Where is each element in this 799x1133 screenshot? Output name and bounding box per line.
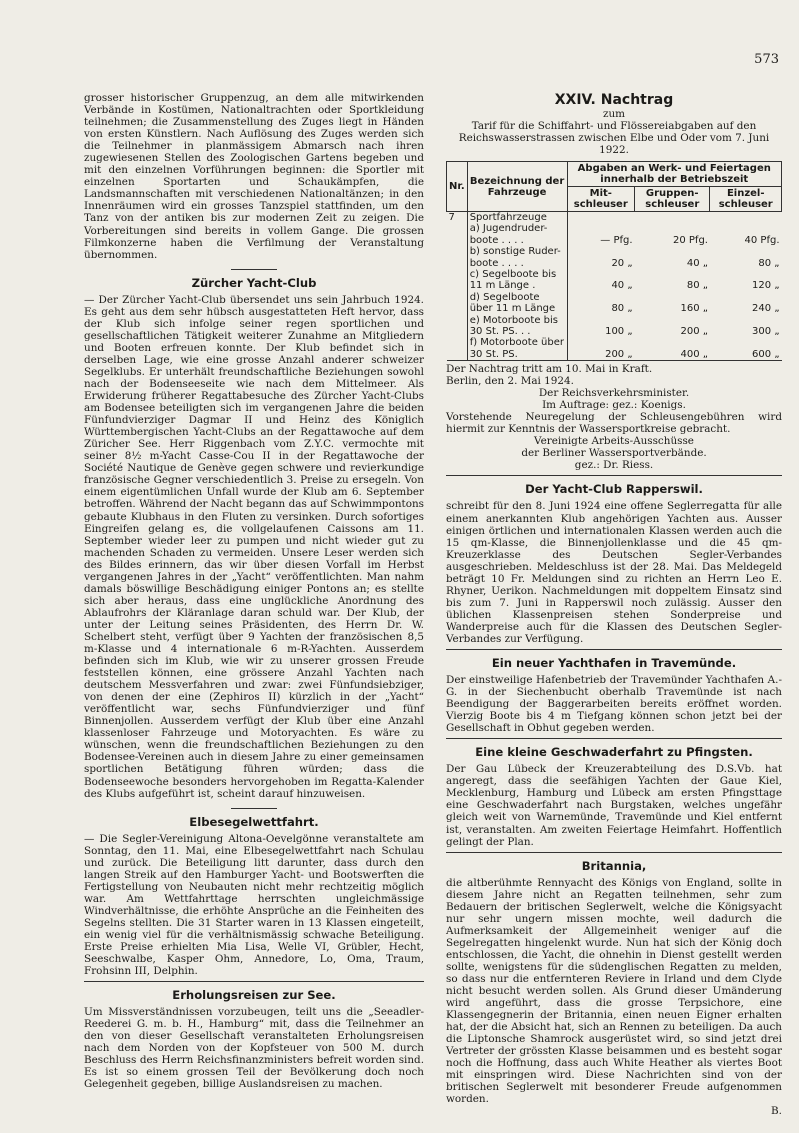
britannia-signature: B.: [771, 1105, 782, 1118]
tariff-table: [446, 161, 782, 361]
cell-mit: 40 „: [611, 280, 633, 292]
group-label: Sportfahrzeuge: [467, 212, 567, 224]
nachtrag-effective: Der Nachtrag tritt am 10. Mai in Kraft. Berlin, den 2. Mai 1924.: [446, 363, 653, 388]
cell-einzel: 600 „: [710, 337, 782, 360]
col-header-abgaben: Abgaben an Werk- und Feiertagen innerhalb der Betriebszeit: [567, 162, 781, 187]
cell-gruppen: 20 Pfg.: [672, 234, 708, 246]
rapperswil-paragraph: schreibt für den 8. Juni 1924 eine offene Seglerregatta für alle einem anerkannten Klub angehörigen Yachten aus. Ausser einigen örtlichen und internationalen Klassen werden auch die 15 qm-Klasse, die Binnenjollenklasse und die 45 qm-Kreuzerklasse des Deutschen Segler-Verbandes ausgeschrieben. Meldeschluss ist der 28. Mai. Das Meldegeld beträgt 10 Fr. Meldungen sind zu richten an Herrn Leo E. Rhyner, Uerikon. Nachmeldungen mit doppeltem Einsatz sind bis zum 7. Juni in Rapperswil noch zulässig. Ausser den üblichen Klassenpreisen stehen Sonderpreise und Wanderpreise auch für die Klassen des Deutschen Segler-Verbandes zur Verfügung.: [446, 500, 782, 645]
left-column: [84, 92, 424, 1091]
vereinigte-signature: Vereinigte Arbeits-Ausschüsse der Berliner Wassersportverbände. gez.: Dr. Riess.: [521, 435, 707, 472]
cell-einzel: 240 „: [752, 303, 780, 315]
cell-mit: 200 „: [567, 337, 635, 360]
page-number: 573: [754, 52, 779, 67]
nachtrag-subtitle: zum Tarif für die Schiffahrt- und Flössereiabgaben auf den Reichswasserstrassen zwischen Elbe und Oder vom 7. Juni 1922.: [458, 108, 770, 156]
intro-paragraph: grosser historischer Gruppenzug, an dem alle mitwirkenden Verbände in Kostümen, Nationaltrachten oder Sportkleidung teilnehmen; die Zusammenstellung des Zuges liegt in Händen von ersten Künstlern. Nach Auflösung des Zuges werden sich die Teilnehmer in planmässigem Abmarsch nach ihren zugewiesenen Stellen des Zoologischen Gartens begeben und mit den einzelnen Vorführungen beginnen: die Sportler mit einzelnen Sportarten und Schaukämpfen, die Landsmannschaften mit verschiedenen Nationaltänzen; in den Innenräumen wird ein grosses Tanzspiel stattfinden, um den Tanz von der antiken bis zur modernen Zeit zu zeigen. Die Vorbereitungen sind bereits in vollem Gange. Die grossen Filmkonzerne haben die Verfilmung der Veranstaltung übernommen.: [84, 92, 424, 261]
col-header-einzelschleuser: Einzel-schleuser: [710, 187, 782, 212]
erholung-paragraph: Um Missverständnissen vorzubeugen, teilt uns die „Seeadler-Reederei G. m. b. H., Hamburg“ mit, dass die Teilnehmer an den von dieser Gesellschaft veranstalteten Erholungsreisen nach dem Norden von der Kopfsteuer von 500 M. durch Beschluss des Herrn Reichsfinanzministers befreit worden sind. Es ist so einem grossen Teil der Bevölkerung doch noch Gelegenheit gegeben, billige Auslandsreisen zu machen.: [84, 1006, 424, 1091]
britannia-heading: Britannia,: [581, 858, 647, 873]
pfingsten-heading: Eine kleine Geschwaderfahrt zu Pfingsten.: [475, 745, 753, 760]
row-label: c) Segelboote bis 11 m Länge .: [467, 269, 567, 292]
cell-gruppen: 40 „: [686, 257, 708, 269]
cell-einzel: 40 Pfg.: [744, 234, 780, 246]
cell-einzel: 300 „: [752, 326, 780, 338]
table-row: [447, 223, 782, 246]
col-header-mitschleuser: Mit-schleuser: [567, 187, 635, 212]
col-header-gruppenschleuser: Gruppen-schleuser: [635, 187, 710, 212]
row-label: e) Motorboote bis 30 St. PS. . .: [467, 315, 567, 338]
britannia-paragraph: die altberühmte Rennyacht des Königs von England, sollte in diesem Jahre nicht an Regatten teilnehmen, sehr zum Bedauern der britischen Seglerwelt, welche die Königsyacht nur sehr ungern missen mochte, weil dadurch die Aufmerksamkeit der Allgemeinheit weniger auf die Segelregatten hingelenkt wurde. Nun hat sich der König doch entschlossen, die Yacht, die ohnehin in Dienst gestellt werden sollte, wenigstens für die südenglischen Regatten zu melden, so dass nur die entfernteren Reviere in Irland und dem Clyde nicht besucht werden sollen. Als Grund dieser Umänderung wird angeführt, dass die grosse Terpsichore, eine Klassengegnerin der Britannia, einen neuen Eigner erhalten hat, der die Absicht hat, sich an Rennen zu beteiligen. Da auch die Liptonsche Shamrock ausgerüstet wird, so sind jetzt drei Vertreter der grössten Klasse beisammen und es besteht sogar noch die Hoffnung, dass auch White Heather als viertes Boot mit einspringen wird. Diese Nachrichten sind von der britischen Seglerwelt mit besonderer Freude aufgenommen worden.: [446, 876, 782, 1106]
rapperswil-heading: Der Yacht-Club Rapperswil.: [525, 482, 703, 497]
table-row: [447, 269, 782, 292]
section-rule: [446, 649, 782, 650]
travemuende-paragraph: Der einstweilige Hafenbetrieb der Travemünder Yachthafen A.-G. in der Siechenbucht oberhalb Travemünde ist nach Beendigung der Baggerarbeiten bereits eröffnet worden. Vierzig Boote bis 4 m Tiefgang können schon jetzt bei der Gesellschaft in Obhut gegeben werden.: [446, 674, 782, 735]
section-rule: [446, 852, 782, 853]
right-column: [446, 92, 782, 1117]
row-nr: 7: [448, 212, 455, 223]
vorstehende-paragraph: Vorstehende Neuregelung der Schleusengebühren wird hiermit zur Kenntnis der Wassersportkreise gebracht.: [446, 411, 782, 436]
section-rule: [446, 475, 782, 476]
section-rule: [446, 738, 782, 739]
col-header-nr: Nr.: [447, 162, 468, 212]
row-label: a) Jugendruder-boote . . . .: [467, 223, 567, 246]
section-rule: [84, 981, 424, 982]
yacht-club-heading: Zürcher Yacht-Club: [191, 275, 317, 290]
nachtrag-title: XXIV. Nachtrag: [554, 92, 674, 108]
erholung-heading: Erholungsreisen zur See.: [172, 988, 336, 1003]
minister-signature: Der Reichsverkehrsminister. Im Auftrage: gez.: Koenigs.: [538, 387, 690, 412]
table-row: [447, 337, 782, 360]
cell-gruppen: 200 „: [680, 326, 708, 338]
cell-mit: 20 „: [611, 257, 633, 269]
yacht-club-paragraph: — Der Zürcher Yacht-Club übersendet uns sein Jahrbuch 1924. Es geht aus dem sehr hübsch ausgestatteten Heft hervor, dass der Klub sich infolge seiner regen sportlichen und gesellschaftlichen Tätigkeit weiterer Zunahme an Mitgliedern und Booten erfreuen konnte. Der Klub befindet sich in derselben Lage, wie eine grosse Anzahl anderer schweizer Segelklubs. Er unterhält freundschaftliche Beziehungen sowohl nach der Bodenseeseite wie nach dem Mittelmeer. Als Erwiderung früherer Regattabesuche des Zürcher Yacht-Clubs am Bodensee beteiligten sich im vergangenen Jahre die beiden Fünfundvierziger Dagmar II und Heinz des Königlich Württembergischen Yacht-Clubs an der Regattawoche auf dem Züricher See. Herr Riggenbach vom Z.Y.C. vermochte mit seiner 8½ m-Yacht Casse-Cou II in der Regattawoche der Société Nautique de Genève gegen schwere und revierkundige französische Gegner verschiedentlich 3. Preise zu ersegeln. Von einem eigentümlichen Unfall wurde der Klub am 6. September betroffen. Während der Nacht begann das auf Schwimmpontons gebaute Klubhaus in den Fluten zu versinken. Durch sofortiges Eingreifen gelang es, die vollgelaufenen Caissons am 11. September wieder leer zu pumpen und nicht wieder gut zu machenden Schaden zu vermeiden. Unsere Leser werden sich des Bildes erinnern, das wir über diesen Vorfall im Herbst vergangenen Jahres in der „Yacht“ veröffentlichten. Man nahm damals böswillige Beschädigung einiger Pontons an; es stellte sich aber heraus, dass eine unglückliche Anordnung des Ablaufrohrs der Kläranlage daran schuld war. Der Klub, der unter der Leitung seines Präsidenten, des Herrn Dr. W. Schelbert steht, verfügt über 9 Yachten der französischen 8,5 m-Klasse und 4 internationale 6 m-R-Yachten. Ausserdem befinden sich im Klub, wie wir zu unserer grossen Freude feststellen können, eine grössere Anzahl Yachten nach deutschem Messverfahren und zwar: zwei Fünfundsiebziger, von denen der eine (Zephiros II) kürzlich in der „Yacht“ veröffentlicht war, sechs Fünfundvierziger und fünf Binnenjollen. Ausserdem verfügt der Klub über eine Anzahl klassenloser Fahrzeuge und Motoryachten. Es wäre zu wünschen, wenn die freundschaftlichen Beziehungen zu den Bodensee-Vereinen auch in diesem Jahre zu einer gemeinsamen sportlichen Betätigung führen würden; dass die Bodenseewoche besonders hervorgehoben im Regatta-Kalender des Klubs aufgeführt ist, scheint darauf hinzuweisen.: [84, 293, 424, 800]
elbe-heading: Elbesegelwettfahrt.: [189, 814, 319, 829]
row-label: d) Segelboote über 11 m Länge: [467, 292, 567, 315]
table-row: [447, 315, 782, 338]
table-row: [447, 212, 782, 224]
cell-mit: 100 „: [605, 326, 633, 338]
table-row: [447, 292, 782, 315]
row-label: b) sonstige Ruder-boote . . . .: [467, 246, 567, 269]
cell-gruppen: 400 „: [635, 337, 710, 360]
cell-mit: — Pfg.: [600, 234, 633, 246]
table-row: [447, 246, 782, 269]
travemuende-heading: Ein neuer Yachthafen in Travemünde.: [491, 656, 737, 671]
cell-einzel: 80 „: [758, 257, 780, 269]
elbe-paragraph: — Die Segler-Vereinigung Altona-Oevelgönne veranstaltete am Sonntag, den 11. Mai, eine Elbesegelwettfahrt nach Schulau und zurück. Die Beteiligung litt darunter, dass durch den langen Streik auf den Hamburger Yacht- und Bootswerften die Fertigstellung von Neubauten nicht mehr rechtzeitig möglich war. Am Wettfahrttage herrschten ungleichmässige Windverhältnisse, die erhöhte Ansprüche an die Feinheiten des Segelns stellten. Die 31 Starter waren in 13 Klassen eingeteilt, ein wenig viel für die verhältnismässig schwache Beteiligung. Erste Preise erhielten Mia Lisa, Welle VI, Grübler, Hecht, Seeschwalbe, Kasper Ohm, Annedore, Lo, Oma, Traum, Frohsinn III, Delphin.: [84, 832, 424, 978]
pfingsten-paragraph: Der Gau Lübeck der Kreuzerabteilung des D.S.Vb. hat angeregt, dass die seefähigen Yachten der Gaue Kiel, Mecklenburg, Hamburg und Lübeck am ersten Pfingsttage eine Geschwaderfahrt nach Burgstaken, welches ungefähr gleich weit von Warnemünde, Travemünde und Kiel entfernt ist, veranstalten. Am zweiten Feiertage Heimfahrt. Hoffentlich gelingt der Plan.: [446, 763, 782, 848]
cell-gruppen: 80 „: [686, 280, 708, 292]
col-header-bezeichnung: Bezeichnung der Fahrzeuge: [467, 162, 567, 212]
section-divider: [231, 808, 277, 809]
cell-einzel: 120 „: [752, 280, 780, 292]
section-divider: [231, 269, 277, 270]
row-label: f) Motorboote über 30 St. PS.: [467, 337, 567, 360]
cell-gruppen: 160 „: [680, 303, 708, 315]
cell-mit: 80 „: [611, 303, 633, 315]
